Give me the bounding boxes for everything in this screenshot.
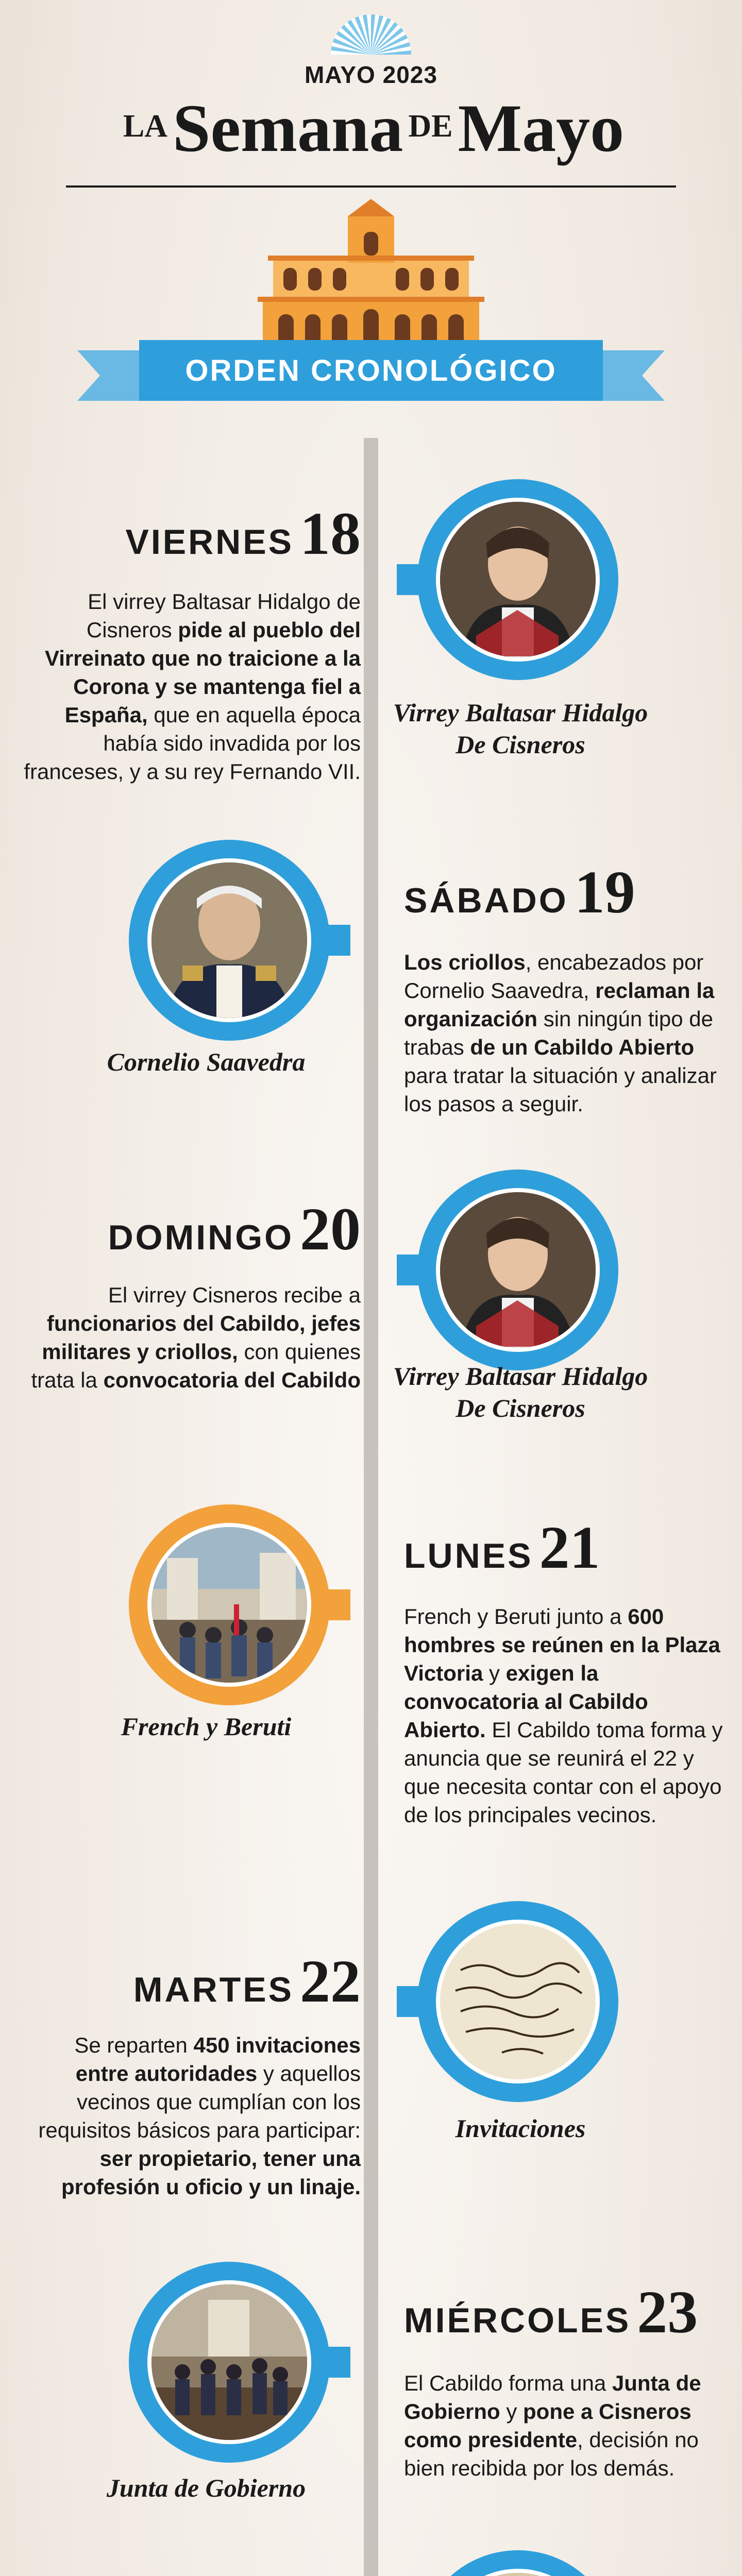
text-part: El Cabildo forma una [404,2371,612,2395]
day-name: VIERNES [125,522,294,562]
medal [129,840,330,1041]
text-part-bold: 600 hombres se reúnen en la Plaza Victoria [404,1604,720,1685]
day-name: MARTES [133,1970,294,2009]
day-heading [31,1946,361,2016]
text-part: que en aquella época había sido invadida por los franceses, y a su rey Fernando VII. [24,703,361,784]
text-part-bold: convocatoria del Cabildo [103,1368,361,1392]
day-heading [404,1513,734,1583]
ribbon-banner [77,340,665,412]
text-part-bold: pone a Cisneros como presidente [404,2399,692,2452]
day-number: 19 [574,858,635,926]
text-part: y [500,2399,524,2424]
medal-caption: Virrey Baltasar Hidalgo De Cisneros [393,1362,648,1422]
day-number: 18 [300,500,361,567]
day-heading [31,1194,361,1264]
text-part: Se reparten [74,2033,194,2057]
title-la: LA [123,109,168,144]
text-part: French y Beruti junto a [404,1604,628,1629]
text-part: El virrey Cisneros recibe a [108,1283,361,1307]
day-number: 22 [300,1947,361,2015]
title-rule [66,185,676,188]
day-name: SÁBADO [404,881,568,920]
medal [129,1504,330,1705]
portrait-saavedra-icon [147,858,311,1022]
day-name: MIÉRCOLES [404,2301,631,2340]
medal-caption: French y Beruti [121,1712,292,1741]
day-number: 23 [637,2278,698,2346]
header-kicker: MAYO 2023 [305,61,437,88]
text-part: , decisión no bien recibida por los demás. [404,2428,699,2480]
day-heading [404,857,734,927]
day-number: 20 [300,1195,361,1263]
portrait-cisneros-icon [436,1188,600,1352]
text-part: y aquellos vecinos que cumplían con los requisitos básicos para participar: [38,2061,361,2142]
painting-french-beruti-icon [147,1523,311,1687]
text-part: sin ningún tipo de trabas [404,1007,713,1059]
title-de: DE [408,109,453,144]
ribbon-label: ORDEN CRONOLÓGICO [185,353,557,387]
medal-caption: Virrey Baltasar Hidalgo De Cisneros [393,698,648,759]
day-text [21,2031,361,2201]
day-text [404,1602,723,1829]
document-invitation-icon [436,1920,600,2083]
medal-tab [324,2347,350,2378]
text-part: para tratar la situación y analizar los pasos a seguir. [404,1063,717,1116]
day-name: LUNES [404,1536,533,1575]
medal [129,2262,330,2463]
title-mayo: Mayo [458,90,625,166]
medal [417,1901,618,2102]
day-text [21,1281,361,1394]
painting-junta-icon [147,2280,311,2444]
sun-of-may-icon [331,14,411,55]
day-heading [404,2277,739,2347]
medal-tab [324,1589,350,1620]
day-name: DOMINGO [108,1218,294,1257]
ribbon-band [139,340,603,401]
text-part: con quienes trata la [31,1340,361,1392]
day-number: 21 [539,1514,600,1581]
text-part: El virrey Baltasar Hidalgo de Cisneros [86,589,361,642]
text-part-bold: Los criollos [404,950,526,974]
medal-caption: Cornelio Saavedra [107,1047,306,1076]
day-text [404,2369,723,2482]
text-part: y [483,1661,506,1685]
portrait-cisneros-icon [436,498,600,662]
title-semana: Semana [173,90,403,166]
medal-caption: Junta de Gobierno [106,2473,306,2502]
text-part: , encabezados por Cornelio Saavedra, [404,950,704,1003]
text-part-bold: 450 invitaciones entre autoridades [75,2033,361,2086]
text-part-bold: Junta de Gobierno [404,2371,701,2424]
day-heading [31,499,361,569]
text-part-bold: pide al pueblo del Virreinato que no traicione a la Corona y se mantenga fiel a España, [44,618,361,727]
painting-renuncia-icon [436,2569,600,2576]
day-text [404,948,723,1118]
medal [417,1170,618,1370]
medal-tab [397,1255,424,1285]
medal-tab [397,1986,424,2017]
text-part-bold: ser propietario, tener una profesión u oficio y un linaje. [61,2146,361,2199]
medal-tab [397,564,424,595]
text-part-bold: exigen la convocatoria al Cabildo Abierto. [404,1661,648,1742]
day-text [21,587,361,786]
cabildo-building-icon [242,196,500,361]
text-part: El Cabildo toma forma y anuncia que se reunirá el 22 y que necesita contar con el apoyo de los principales vecinos. [404,1718,723,1827]
text-part-bold: reclaman la organización [404,978,715,1031]
medal-caption: Invitaciones [455,2114,586,2143]
medal [417,479,618,680]
text-part-bold: de un Cabildo Abierto [470,1035,695,1059]
page-title [0,88,742,167]
medal-tab [324,925,350,956]
header [0,0,742,443]
text-part-bold: funcionarios del Cabildo, jefes militares y criollos, [42,1311,361,1364]
